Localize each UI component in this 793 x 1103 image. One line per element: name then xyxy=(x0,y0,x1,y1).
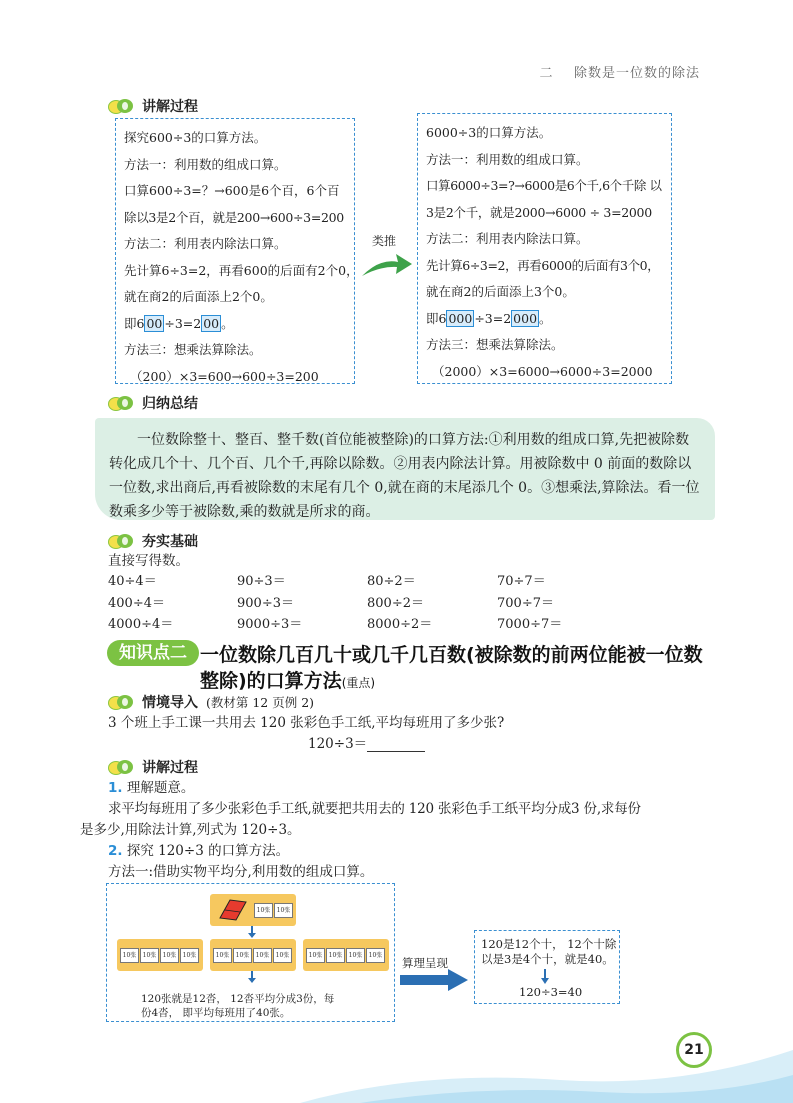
box-line: 方法三：想乘法算除法。 xyxy=(124,342,262,357)
box-line-highlight: 即6 000 ÷3=2 000 。 xyxy=(426,310,552,326)
exercise-item: 9000÷3＝ xyxy=(237,617,303,632)
box-line-highlight: 即6 00 ÷3=2 00 。 xyxy=(124,315,234,331)
box-line: 方法二：利用表内除法口算。 xyxy=(426,231,589,246)
section-heading-explain xyxy=(108,96,198,116)
right-arrow-icon xyxy=(398,968,470,992)
section-title: 归纳总结 xyxy=(142,396,198,412)
summary-callout: 一位数除整十、整百、整千数(首位能被整除)的口算方法:①利用数的组成口算,先把被除数转化成几个十、几个百、几个千,再除以除数。②用表内除法计算。用被除数中 0 前面的数除以一位数,求出商后,再看被除数的末尾有几个 0,就在商的末尾添几个 0。③想乘法,算除法。看一位数乘多少等于被除数,乘的数就是所求的商。 xyxy=(95,418,715,520)
exercise-instruction: 直接写得数。 xyxy=(108,553,189,569)
exercise-item: 700÷7＝ xyxy=(497,596,554,611)
illustration-caption: 120张就是12沓， 12沓平均分成3份，每 份4沓， 即平均每班用了40张。 xyxy=(141,993,335,1019)
exercise-item: 7000÷7＝ xyxy=(497,617,563,632)
decorative-wave xyxy=(300,1030,793,1103)
step-1: 1. 理解题意。 xyxy=(108,780,195,796)
method-one-label: 方法一:借助实物平均分,利用数的组成口算。 xyxy=(108,864,374,880)
bundle-group: 10张 10张 10张 10张 xyxy=(117,939,203,971)
section-badge-icon xyxy=(108,534,134,548)
highlight-zeros: 000 xyxy=(448,310,473,326)
method-box-6000 xyxy=(417,113,672,384)
reasoning-result-box xyxy=(474,930,620,1004)
page-number: 21 xyxy=(676,1032,712,1068)
result-equation: 120÷3=40 xyxy=(519,985,583,999)
box-line: 方法三：想乘法算除法。 xyxy=(426,337,564,352)
box-line: 6000÷3的口算方法。 xyxy=(426,125,552,140)
chapter-number: 二 xyxy=(539,66,554,81)
key-point-note: (重点) xyxy=(341,676,376,690)
box-line: 口算6000÷3=?→6000是6个千,6个千除 以 xyxy=(426,178,662,193)
section-title: 夯实基础 xyxy=(142,534,198,550)
box-line: 就在商2的后面添上2个0。 xyxy=(124,289,273,304)
exercise-item: 800÷2＝ xyxy=(367,596,424,611)
exercise-item: 4000÷4＝ xyxy=(108,617,174,632)
down-arrow-icon xyxy=(541,978,549,984)
down-arrow-icon xyxy=(248,978,256,983)
method-box-600 xyxy=(115,118,359,384)
reasoning-label: 算理呈现 xyxy=(402,956,448,970)
section-title: 讲解过程 xyxy=(142,760,198,776)
section-title: 讲解过程 xyxy=(142,99,198,115)
bundle-group: 10张 10张 10张 10张 xyxy=(210,939,296,971)
answer-blank xyxy=(367,737,425,752)
box-line: 除以3是2个百，就是200→600÷3=200 xyxy=(124,209,344,225)
section-badge-icon xyxy=(108,99,134,113)
section-badge-icon xyxy=(108,396,134,410)
highlight-zeros: 00 xyxy=(146,315,163,331)
box-line: 探究600÷3的口算方法。 xyxy=(124,130,267,145)
down-arrow-icon xyxy=(248,933,256,938)
exercise-item: 70÷7＝ xyxy=(497,574,546,589)
step-2: 2. 探究 120÷3 的口算方法。 xyxy=(108,843,290,859)
exercise-item: 40÷4＝ xyxy=(108,574,157,589)
exercise-item: 900÷3＝ xyxy=(237,596,294,611)
section-heading-scenario xyxy=(108,692,314,712)
bundle-label: 10张 xyxy=(274,903,293,918)
knowledge-point-tag: 知识点二 xyxy=(107,640,199,666)
box-line: 3是2个千，就是2000→6000 ÷ 3=2000 xyxy=(426,204,652,220)
textbook-reference: (教材第 12 页例 2) xyxy=(206,695,315,710)
knowledge-point-title-line2: 整除)的口算方法(重点) xyxy=(200,670,376,692)
section-badge-icon xyxy=(108,695,134,709)
running-header xyxy=(0,62,700,81)
box-line: 先计算6÷3=2，再看600的后面有2个0， xyxy=(124,262,359,278)
bundle-group: 10张 10张 10张 10张 xyxy=(303,939,389,971)
analogy-arrow-icon xyxy=(358,250,414,282)
exercise-item: 8000÷2＝ xyxy=(367,617,433,632)
paragraph-line: 求平均每班用了多少张彩色手工纸,就要把共用去的 120 张彩色手工纸平均分成3 份,求每份 xyxy=(108,801,641,817)
paragraph-line: 是多少,用除法计算,列式为 120÷3。 xyxy=(80,822,301,838)
section-heading-summary xyxy=(108,393,198,413)
paper-pile-icon xyxy=(216,898,248,922)
bundle-label: 10张 xyxy=(254,903,273,918)
box-line: （2000）×3=6000→6000÷3=2000 xyxy=(432,363,653,379)
highlight-zeros: 000 xyxy=(513,310,538,326)
highlight-zeros: 00 xyxy=(203,315,220,331)
box-line: 先计算6÷3=2，再看6000的后面有3个0， xyxy=(426,257,660,273)
box-line: 方法一：利用数的组成口算。 xyxy=(124,156,287,172)
section-heading-explain-2 xyxy=(108,757,198,777)
chapter-title: 除数是一位数的除法 xyxy=(573,66,700,81)
box-line: 就在商2的后面添上3个0。 xyxy=(426,284,575,299)
knowledge-point-title-line1: 一位数除几百几十或几千几百数(被除数的前两位能被一位数 xyxy=(200,644,703,666)
section-title: 情境导入 xyxy=(142,695,198,711)
box-line: （200）×3=600→600÷3=200 xyxy=(130,368,319,384)
section-heading-basics xyxy=(108,531,198,551)
scenario-equation: 120÷3＝ xyxy=(308,734,425,755)
section-badge-icon xyxy=(108,760,134,774)
paper-bundles-illustration xyxy=(106,883,395,1022)
box-line: 方法一：利用数的组成口算。 xyxy=(426,151,589,167)
scenario-question: 3 个班上手工课一共用去 120 张彩色手工纸,平均每班用了多少张? xyxy=(108,715,505,731)
exercise-item: 400÷4＝ xyxy=(108,596,165,611)
result-line: 120是12个十， 12个十除 xyxy=(481,937,617,951)
result-line: 以是3是4个十，就是40。 xyxy=(481,952,614,966)
exercise-item: 90÷3＝ xyxy=(237,574,286,589)
analogy-label: 类推 xyxy=(372,234,397,248)
box-line: 方法二：利用表内除法口算。 xyxy=(124,236,287,251)
exercise-item: 80÷2＝ xyxy=(367,574,416,589)
paper-stack xyxy=(210,894,296,926)
box-line: 口算600÷3=？→600是6个百，6个百 xyxy=(124,183,340,198)
